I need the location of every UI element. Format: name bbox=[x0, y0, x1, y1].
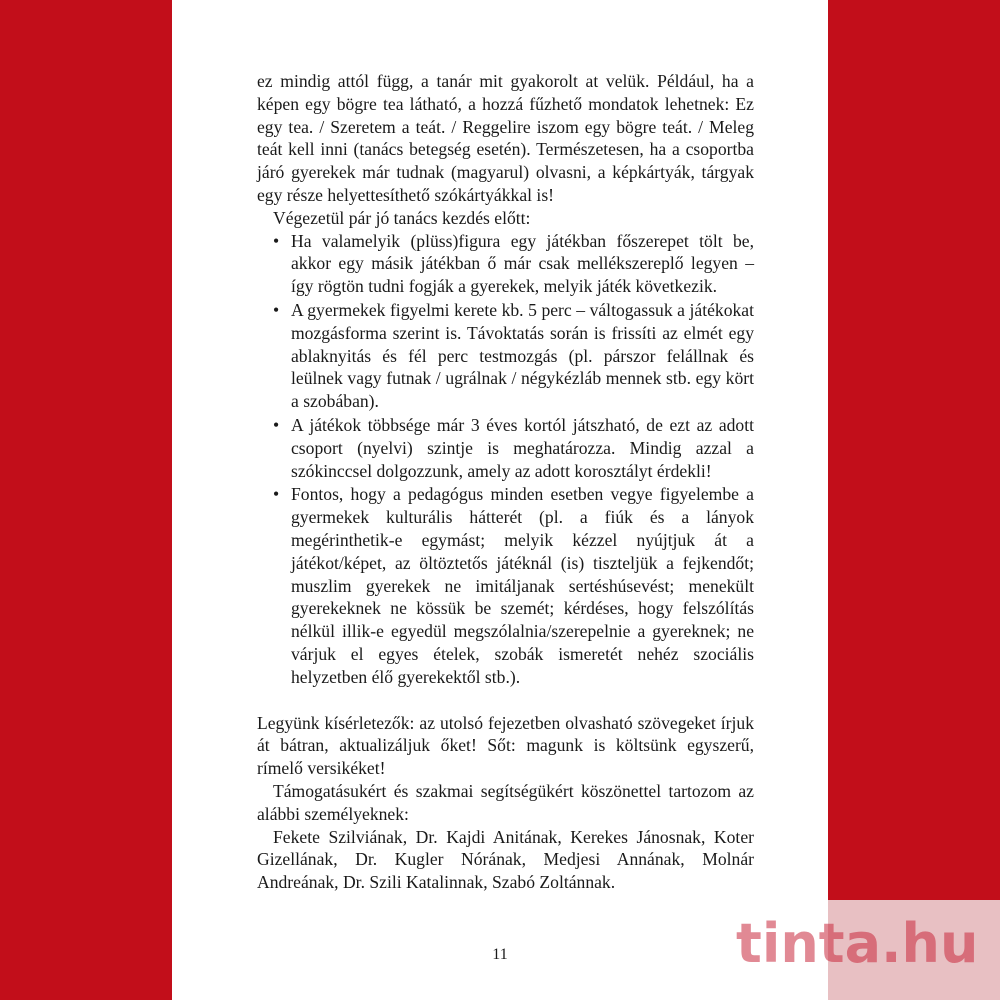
paragraph-names: Fekete Szilviának, Dr. Kajdi Anitának, Kerekes Jánosnak, Koter Gizellának, Dr. Kugler Nórának, Medjesi Annának, Molnár Andreának, Dr. Szili Katalinnak, Szabó Zoltánnak. bbox=[257, 826, 754, 893]
paragraph-tips-heading: Végezetül pár jó tanács kezdés előtt: bbox=[273, 207, 531, 228]
list-item bbox=[273, 299, 754, 413]
list-item-text: Ha valamelyik (plüss)figura egy játékban főszerepet tölt be, akkor egy másik játékban ő már csak mellékszereplő legyen – így rögtön tudni fogják a gyerekek, melyik játék következik. bbox=[291, 230, 754, 297]
tips-list bbox=[257, 230, 754, 689]
list-item-text: A gyermekek figyelmi kerete kb. 5 perc – váltogassuk a játékokat mozgásforma szerint is. Távoktatás során is frissíti az elmét egy ablaknyitás és fél perc testmozgás (pl. párszor felállnak és leülnek vagy futnak / ugrálnak / négykézláb mennek stb. egy kört a szobában). bbox=[291, 299, 754, 412]
list-item bbox=[273, 483, 754, 688]
paragraph-experiment: Legyünk kísérletezők: az utolsó fejezetben olvasható szövegeket írjuk át bátran, aktualizáljuk őket! Sőt: magunk is költsünk egyszerű, rímelő versikéket! bbox=[257, 712, 754, 779]
bullet-symbol: • bbox=[273, 484, 280, 505]
bullet-symbol: • bbox=[273, 230, 280, 251]
paragraph-acknowledgement: Támogatásukért és szakmai segítségükért köszönettel tartozom az alábbi személyeknek: bbox=[257, 780, 754, 824]
bullet-symbol: • bbox=[273, 299, 280, 320]
list-item-text: A játékok többsége már 3 éves kortól játszható, de ezt az adott csoport (nyelvi) szintje is meghatározza. Mindig azzal a szókinccsel dolgozzunk, amely az adott korosztályt érdekli! bbox=[291, 414, 754, 481]
list-item bbox=[273, 230, 754, 298]
paragraph-intro: ez mindig attól függ, a tanár mit gyakorolt at velük. Például, ha a képen egy bögre tea látható, a hozzá fűzhető mondatok lehetnek: Ez egy tea. / Szeretem a teát. / Reggelire iszom egy bögre teát. / Meleg teát kell inni (tanács betegség esetén). Természetesen, ha a csoportba járó gyerekek már tudnak (magyarul) olvasni, a képkártyák, tárgyak egy része helyettesíthető szókártyákkal is! bbox=[257, 71, 754, 205]
page-body-text bbox=[257, 70, 754, 894]
paragraph-gap bbox=[257, 690, 754, 712]
page-number: 11 bbox=[492, 946, 508, 963]
list-item-text: Fontos, hogy a pedagógus minden esetben vegye figyelembe a gyermekek kulturális hátterét (pl. a fiúk és a lányok megérinthetik-e egymást; melyik kézzel nyújtjuk át a játékot/képet, az öltöztetős játéknál (is) tiszteljük a fejkendőt; muszlim gyerekek ne imitáljanak sertéshúsevést; menekült gyerekeknek ne kössük be szemét; kérdéses, hogy felszólítás nélkül illik-e egyedül megszólalnia/szerepelnie a gyereknek; ne várjuk el egyes ételek, szobák ismeretét nehéz szociális helyzetben élő gyerekektől stb.). bbox=[291, 484, 754, 687]
watermark-logo: tinta.hu bbox=[736, 912, 979, 975]
list-item bbox=[273, 414, 754, 482]
bullet-symbol: • bbox=[273, 414, 280, 435]
